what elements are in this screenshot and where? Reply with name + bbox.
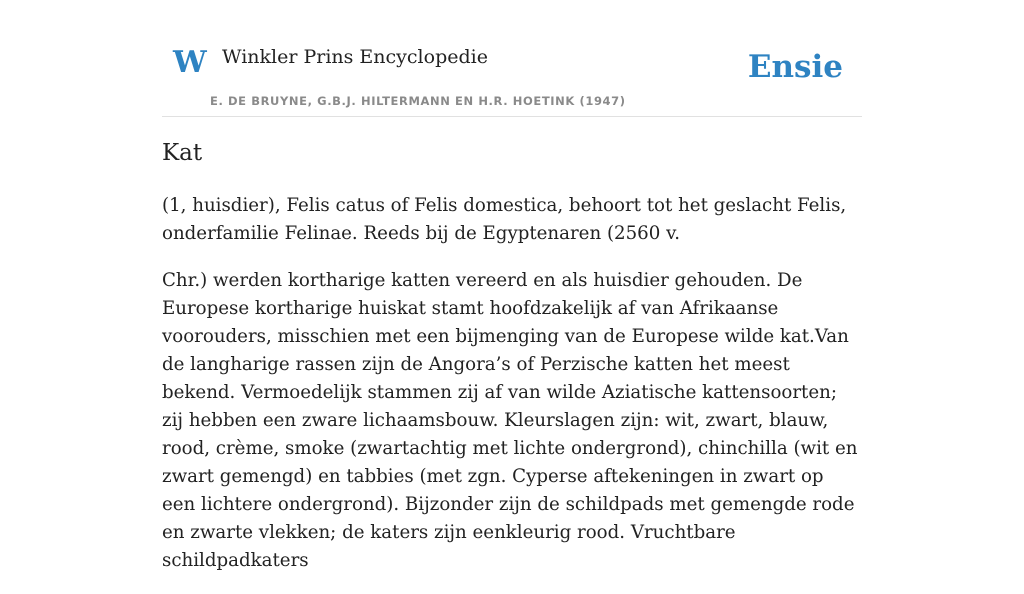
ensie-logo[interactable]: Ensie xyxy=(747,49,843,85)
source-title[interactable]: Winkler Prins Encyclopedie xyxy=(222,46,488,68)
article-body xyxy=(162,192,862,594)
article-paragraph: (1, huisdier), Felis catus of Felis domestica, behoort tot het geslacht Felis, onderfamilie Felinae. Reeds bij de Egyptenaren (2560 v. xyxy=(162,195,847,244)
article-title: Kat xyxy=(162,140,203,166)
article-paragraph: Chr.) werden kortharige katten vereerd en als huisdier gehouden. De Europese kortharige huiskat stamt hoofdzakelijk af van Afrikaanse voorouders, misschien met een bijmenging van de Europese wilde kat.Van de langharige rassen zijn de Angora’s of Perzische katten het meest bekend. Vermoedelijk stammen zij af van wilde Aziatische kattensoorten; zij hebben een zware lichaamsbouw. Kleurslagen zijn: wit, zwart, blauw, rood, crème, smoke (zwartachtig met lichte ondergrond), chinchilla (wit en zwart gemengd) en tabbies (met zgn. Cyperse aftekeningen in zwart op een lichtere ondergrond). Bijzonder zijn de schildpads met gemengde rode en zwarte vlekken; de katers zijn eenkleurig rood. Vruchtbare schildpadkaters xyxy=(162,270,858,571)
source-authors: E. DE BRUYNE, G.B.J. HILTERMANN EN H.R. HOETINK (1947) xyxy=(210,94,626,108)
source-logo[interactable]: W xyxy=(173,45,207,80)
source-header xyxy=(162,0,862,117)
